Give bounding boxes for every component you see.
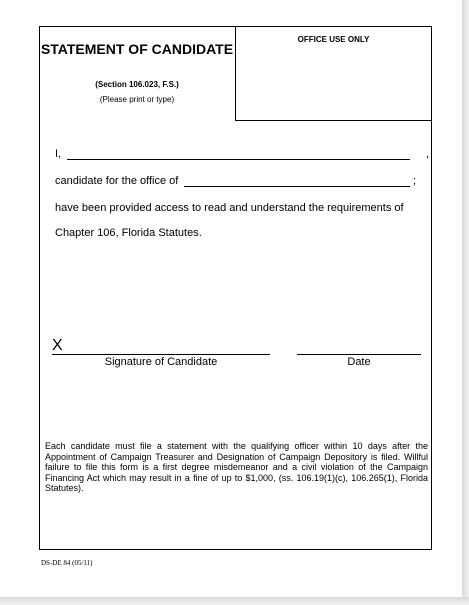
line2-suffix: ;: [413, 175, 417, 187]
signature-label: Signature of Candidate: [104, 356, 218, 368]
line1-suffix: ,: [426, 148, 430, 160]
signature-field[interactable]: [52, 354, 270, 355]
candidate-name-field[interactable]: [67, 159, 410, 160]
line2-prefix: candidate for the office of: [55, 175, 179, 187]
office-use-label: OFFICE USE ONLY: [297, 35, 370, 44]
line1-prefix: I,: [55, 148, 62, 160]
form-title: STATEMENT OF CANDIDATE: [40, 41, 234, 57]
section-reference: (Section 106.023, F.S.): [95, 80, 179, 89]
chapter-statement: Chapter 106, Florida Statutes.: [55, 227, 202, 239]
office-field[interactable]: [184, 186, 410, 187]
office-use-box: [235, 26, 432, 121]
print-instruction: (Please print or type): [99, 95, 175, 104]
signature-mark: X: [52, 337, 63, 354]
page-edge: [0, 597, 469, 605]
date-field[interactable]: [297, 354, 421, 355]
form-code: DS-DE 84 (05/11): [41, 559, 93, 567]
access-statement: have been provided access to read and understand the requirements of: [55, 202, 404, 214]
filing-notice: Each candidate must file a statement with the qualifying officer within 10 days after the Appointment of Campaign Treasurer and Designation of Campaign Depository is filed. Willful failure to file this form is a first degree misdemeanor and a civil violation of the Campaign Financing Act which may result in a fine of up to $1,000, (ss. 106.19(1)(c), 106.265(1), Florida Statutes).: [45, 441, 428, 493]
date-label: Date: [347, 356, 371, 368]
page-edge: [462, 0, 469, 605]
